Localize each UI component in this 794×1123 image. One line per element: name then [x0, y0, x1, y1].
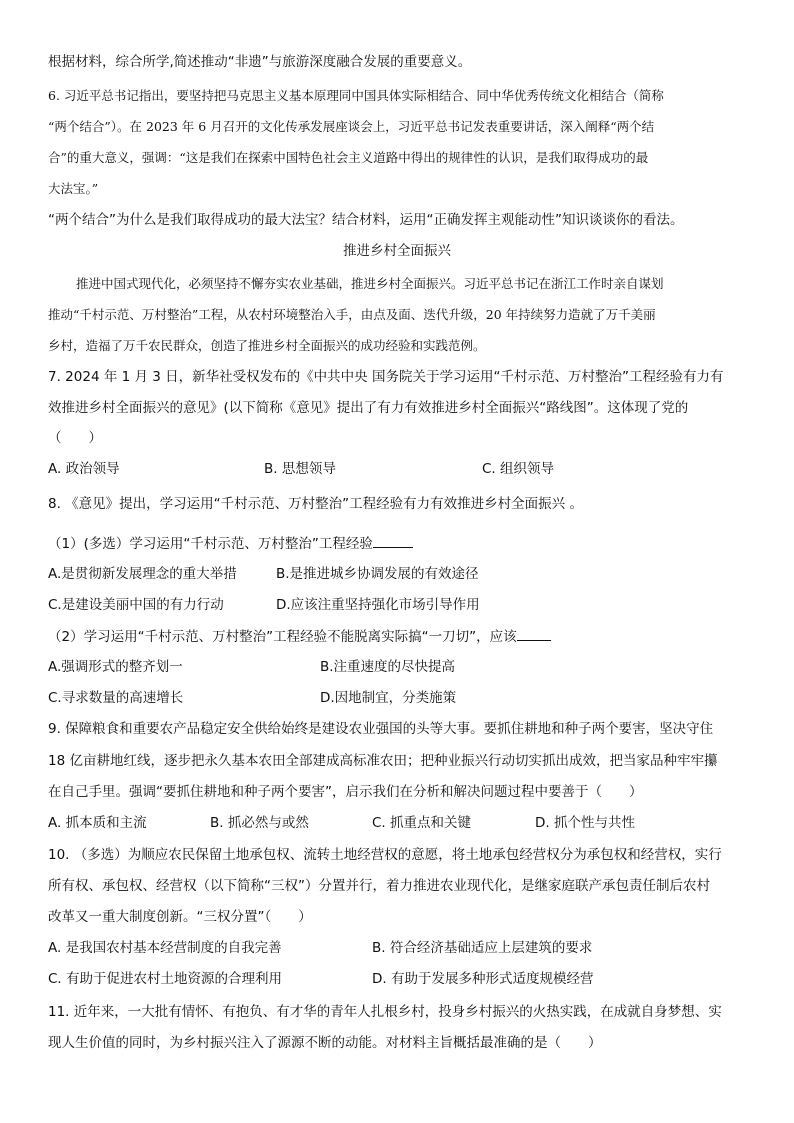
q9-option-d[interactable]: D. 抓个性与共性: [535, 815, 635, 831]
intro-question-line: 根据材料，综合所学,简述推动“非遗”与旅游深度融合发展的重要意义。: [48, 54, 472, 70]
q10-line-1: 10. （多选）为顺应农民保留土地承包权、流转土地经营权的意愿，将土地承包经营权分为承包权和经营权，实行: [48, 847, 722, 863]
q8-sub2-text: （2）学习运用“千村示范、万村整治”工程经验不能脱离实际搞“一刀切”，应该: [48, 629, 517, 645]
q7-line-2: 效推进乡村全面振兴的意见》(以下简称《意见》提出了有力有效推进乡村全面振兴“路线图”。这体现了党的: [48, 400, 689, 416]
q8-sub1-text: （1）(多选）学习运用“千村示范、万村整治”工程经验: [48, 536, 373, 552]
q7-option-c[interactable]: C. 组织领导: [482, 461, 555, 477]
q11-line-2: 现人生价值的同时，为乡村振兴注入了源源不断的动能。对材料主旨概括最准确的是（ ）: [48, 1035, 602, 1051]
q10-option-a[interactable]: A. 是我国农村基本经营制度的自我完善: [48, 940, 282, 956]
q7-option-a[interactable]: A. 政治领导: [48, 461, 120, 477]
q8-stem: 8. 《意见》提出，学习运用“千村示范、万村整治”工程经验有力有效推进乡村全面振兴 。: [48, 496, 583, 512]
q8-sub2-option-a[interactable]: A.强调形式的整齐划一: [48, 659, 183, 675]
q11-line-1: 11. 近年来，一大批有情怀、有抱负、有才华的青年人扎根乡村，投身乡村振兴的火热实践，在成就自身梦想、实: [48, 1004, 722, 1020]
q7-line-3: （ ）: [48, 430, 102, 446]
q8-sub2-option-b[interactable]: B.注重速度的尽快提高: [320, 659, 456, 675]
material-line-3: 乡村，造福了万千农民群众，创造了推进乡村全面振兴的成功经验和实践范例。: [48, 338, 486, 353]
q8-sub2-option-c[interactable]: C.寻求数量的高速增长: [48, 690, 184, 706]
q9-line-3: 在自己手里。强调“要抓住耕地和种子两个要害”，启示我们在分析和解决问题过程中要善于（ ）: [48, 784, 643, 800]
q10-option-b[interactable]: B. 符合经济基础适应上层建筑的要求: [372, 940, 593, 956]
q8-sub2-stem: [48, 626, 551, 647]
q9-option-c[interactable]: C. 抓重点和关键: [372, 815, 472, 831]
q7-option-b[interactable]: B. 思想领导: [264, 461, 336, 477]
q10-line-2: 所有权、承包权、经营权（以下简称“三权”）分置并行，着力推进农业现代化，是继家庭联产承包责任制后农村: [48, 878, 710, 894]
material-line-1: 推进中国式现代化，必须坚持不懈夯实农业基础，推进乡村全面振兴。习近平总书记在浙江工作时亲自谋划: [76, 276, 664, 291]
q9-option-a[interactable]: A. 抓本质和主流: [48, 815, 147, 831]
q7-line-1: 7. 2024 年 1 月 3 日，新华社受权发布的《中共中央 国务院关于学习运用“千村示范、万村整治”工程经验有力有: [48, 369, 724, 385]
q10-option-c[interactable]: C. 有助于促进农村土地资源的合理利用: [48, 971, 283, 987]
q10-line-3: 改革又一重大制度创新。“三权分置”（ ）: [48, 909, 312, 925]
q8-sub1-option-a[interactable]: A.是贯彻新发展理念的重大举措: [48, 566, 237, 582]
q8-sub1-option-b[interactable]: B.是推进城乡协调发展的有效途径: [276, 566, 479, 582]
q9-line-1: 9. 保障粮食和重要农产品稳定安全供给始终是建设农业强国的头等大事。要抓住耕地和种子两个要害，坚决守住: [48, 721, 714, 737]
q6-line-2: “两个结合”）。在 2023 年 6 月召开的文化传承发展座谈会上，习近平总书记发表重要讲话，深入阐释“两个结: [48, 119, 655, 134]
q9-line-2: 18 亿亩耕地红线，逐步把永久基本农田全部建成高标准农田；把种业振兴行动切实抓出成效，把当家品种牢牢攥: [48, 753, 718, 769]
q6-question: “两个结合”为什么是我们取得成功的最大法宝？结合材料，运用“正确发挥主观能动性”知识谈谈你的看法。: [48, 212, 684, 228]
section-title: 推进乡村全面振兴: [343, 243, 451, 259]
q6-line-4: 大法宝。”: [48, 181, 99, 196]
q8-sub2-blank[interactable]: [517, 626, 551, 641]
q6-line-3: 合”的重大意义，强调：“这是我们在探索中国特色社会主义道路中得出的规律性的认识，是我们取得成功的最: [48, 150, 649, 165]
q10-option-d[interactable]: D. 有助于发展多种形式适度规模经营: [372, 971, 594, 987]
q8-sub2-option-d[interactable]: D.因地制宜，分类施策: [320, 690, 457, 706]
material-line-2: 推动“千村示范、万村整治”工程，从农村环境整治入手，由点及面、迭代升级，20 年持续努力造就了万千美丽: [48, 307, 656, 322]
q8-sub1-blank[interactable]: [373, 533, 413, 548]
q9-option-b[interactable]: B. 抓必然与或然: [210, 815, 309, 831]
q8-sub1-option-c[interactable]: C.是建设美丽中国的有力行动: [48, 597, 224, 613]
q8-sub1-stem: [48, 533, 413, 554]
q8-sub1-option-d[interactable]: D.应该注重坚持强化市场引导作用: [276, 597, 480, 613]
q6-line-1: 6. 习近平总书记指出，要坚持把马克思主义基本原理同中国具体实际相结合、同中华优秀传统文化相结合（简称: [48, 88, 664, 103]
